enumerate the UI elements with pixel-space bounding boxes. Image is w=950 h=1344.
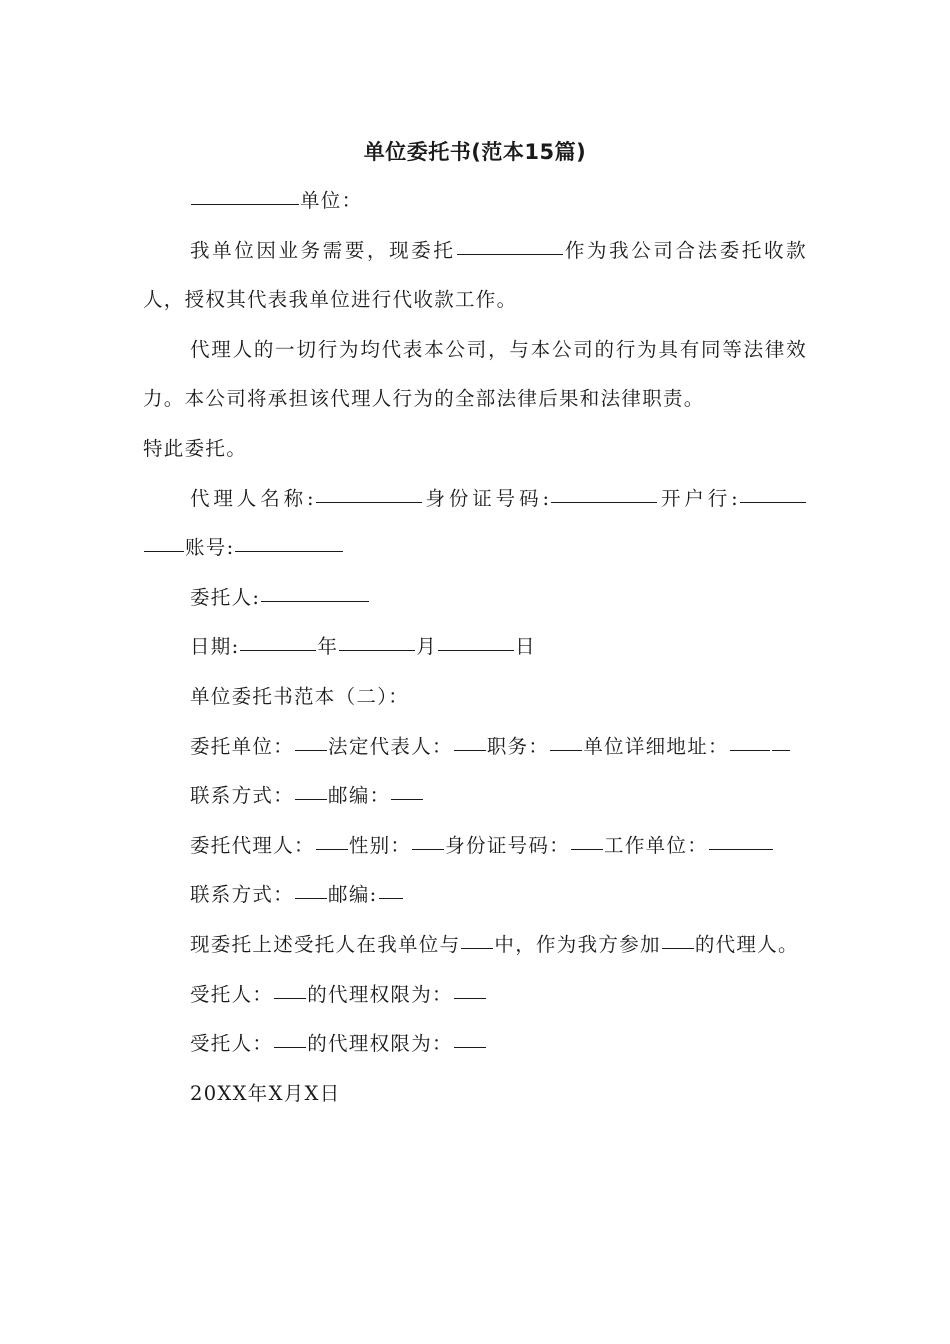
month-label: 月	[416, 635, 438, 659]
paragraph-addressee	[143, 176, 807, 226]
paragraph-signing-date	[143, 1069, 807, 1119]
blank-line	[316, 501, 422, 503]
authority-label: 的代理权限为：	[307, 1032, 453, 1056]
blank-line	[662, 947, 694, 949]
paragraph-authorization	[143, 226, 807, 325]
blank-line	[454, 749, 486, 751]
blank-line	[454, 1046, 486, 1048]
employer-label: 工作单位：	[604, 833, 709, 857]
text-segment: 单位委托书范本（二）：	[190, 684, 410, 708]
paragraph-agent-info	[143, 474, 807, 573]
year-label: 年	[317, 635, 339, 659]
blank-line	[709, 848, 773, 850]
paragraph-entrusting-unit	[143, 722, 807, 772]
blank-line	[295, 749, 327, 751]
paragraph-principal	[143, 573, 807, 623]
blank-line	[461, 947, 493, 949]
blank-line	[740, 501, 806, 503]
blank-line	[571, 848, 603, 850]
bank-label: 开户行:	[658, 486, 740, 510]
blank-line	[295, 897, 327, 899]
gender-label: 性别：	[348, 833, 412, 857]
blank-line	[457, 253, 563, 255]
address-label: 单位详细地址：	[583, 734, 729, 758]
blank-line	[379, 897, 403, 899]
blank-line	[551, 501, 657, 503]
paragraph-hereby	[143, 424, 807, 474]
agent-label: 委托代理人：	[190, 833, 315, 857]
trustee-label: 受托人：	[190, 982, 274, 1006]
blank-line	[316, 848, 348, 850]
authority-label: 的代理权限为：	[307, 982, 453, 1006]
entrusting-unit-label: 委托单位：	[190, 734, 295, 758]
paragraph-date	[143, 622, 807, 672]
paragraph-contact-two	[143, 870, 807, 920]
text-segment: 中，作为我方参加	[494, 932, 661, 956]
text-segment: 我单位因业务需要，现委托	[190, 238, 456, 262]
blank-line	[412, 848, 444, 850]
date-label: 日期:	[190, 635, 240, 659]
principal-label: 委托人:	[190, 585, 261, 609]
paragraph-entrustment	[143, 920, 807, 970]
blank-line	[772, 749, 790, 751]
blank-line	[274, 1046, 306, 1048]
blank-line	[191, 203, 299, 205]
position-label: 职务：	[486, 734, 550, 758]
contact-label: 联系方式：	[190, 784, 295, 808]
contact-label: 联系方式：	[190, 883, 295, 907]
paragraph-sample-two-heading	[143, 672, 807, 722]
postcode-label: 邮编:	[328, 883, 378, 907]
signing-date: 20XX年X月X日	[190, 1081, 341, 1105]
blank-line	[240, 649, 316, 651]
document-title: 单位委托书(范本15篇)	[363, 140, 587, 164]
text-segment: 作为我公司合法委托收款人，授权其代表我单位进行代收款工作。	[143, 238, 807, 312]
blank-line	[274, 997, 306, 999]
agent-name-label: 代理人名称:	[190, 486, 315, 510]
text-segment: 代理人的一切行为均代表本公司，与本公司的行为具有同等法律效力。本公司将承担该代理人行为的全部法律后果和法律职责。	[143, 337, 807, 411]
postcode-label: 邮编：	[328, 784, 391, 808]
blank-line	[391, 798, 423, 800]
addressee-label: 单位：	[300, 189, 363, 212]
legal-rep-label: 法定代表人：	[328, 734, 453, 758]
document-body	[143, 176, 807, 1118]
blank-line	[339, 649, 415, 651]
text-segment: 特此委托。	[143, 436, 248, 460]
blank-line	[454, 997, 486, 999]
blank-line	[438, 649, 514, 651]
trustee-label: 受托人：	[190, 1032, 274, 1056]
paragraph-authority-two	[143, 1019, 807, 1069]
blank-line	[730, 749, 770, 751]
day-label: 日	[515, 635, 536, 659]
id-number-label: 身份证号码:	[422, 486, 551, 510]
blank-line	[295, 798, 327, 800]
text-segment: 现委托上述受托人在我单位与	[190, 932, 461, 956]
paragraph-contact-one	[143, 771, 807, 821]
paragraph-agent-details	[143, 821, 807, 871]
paragraph-legal-effect	[143, 325, 807, 424]
account-label: 账号:	[185, 536, 235, 560]
blank-line	[261, 600, 369, 602]
id-number-label: 身份证号码：	[445, 833, 571, 857]
blank-line	[144, 550, 184, 552]
blank-line	[550, 749, 582, 751]
blank-line	[235, 550, 343, 552]
paragraph-authority-one	[143, 970, 807, 1020]
text-segment: 的代理人。	[694, 932, 799, 956]
